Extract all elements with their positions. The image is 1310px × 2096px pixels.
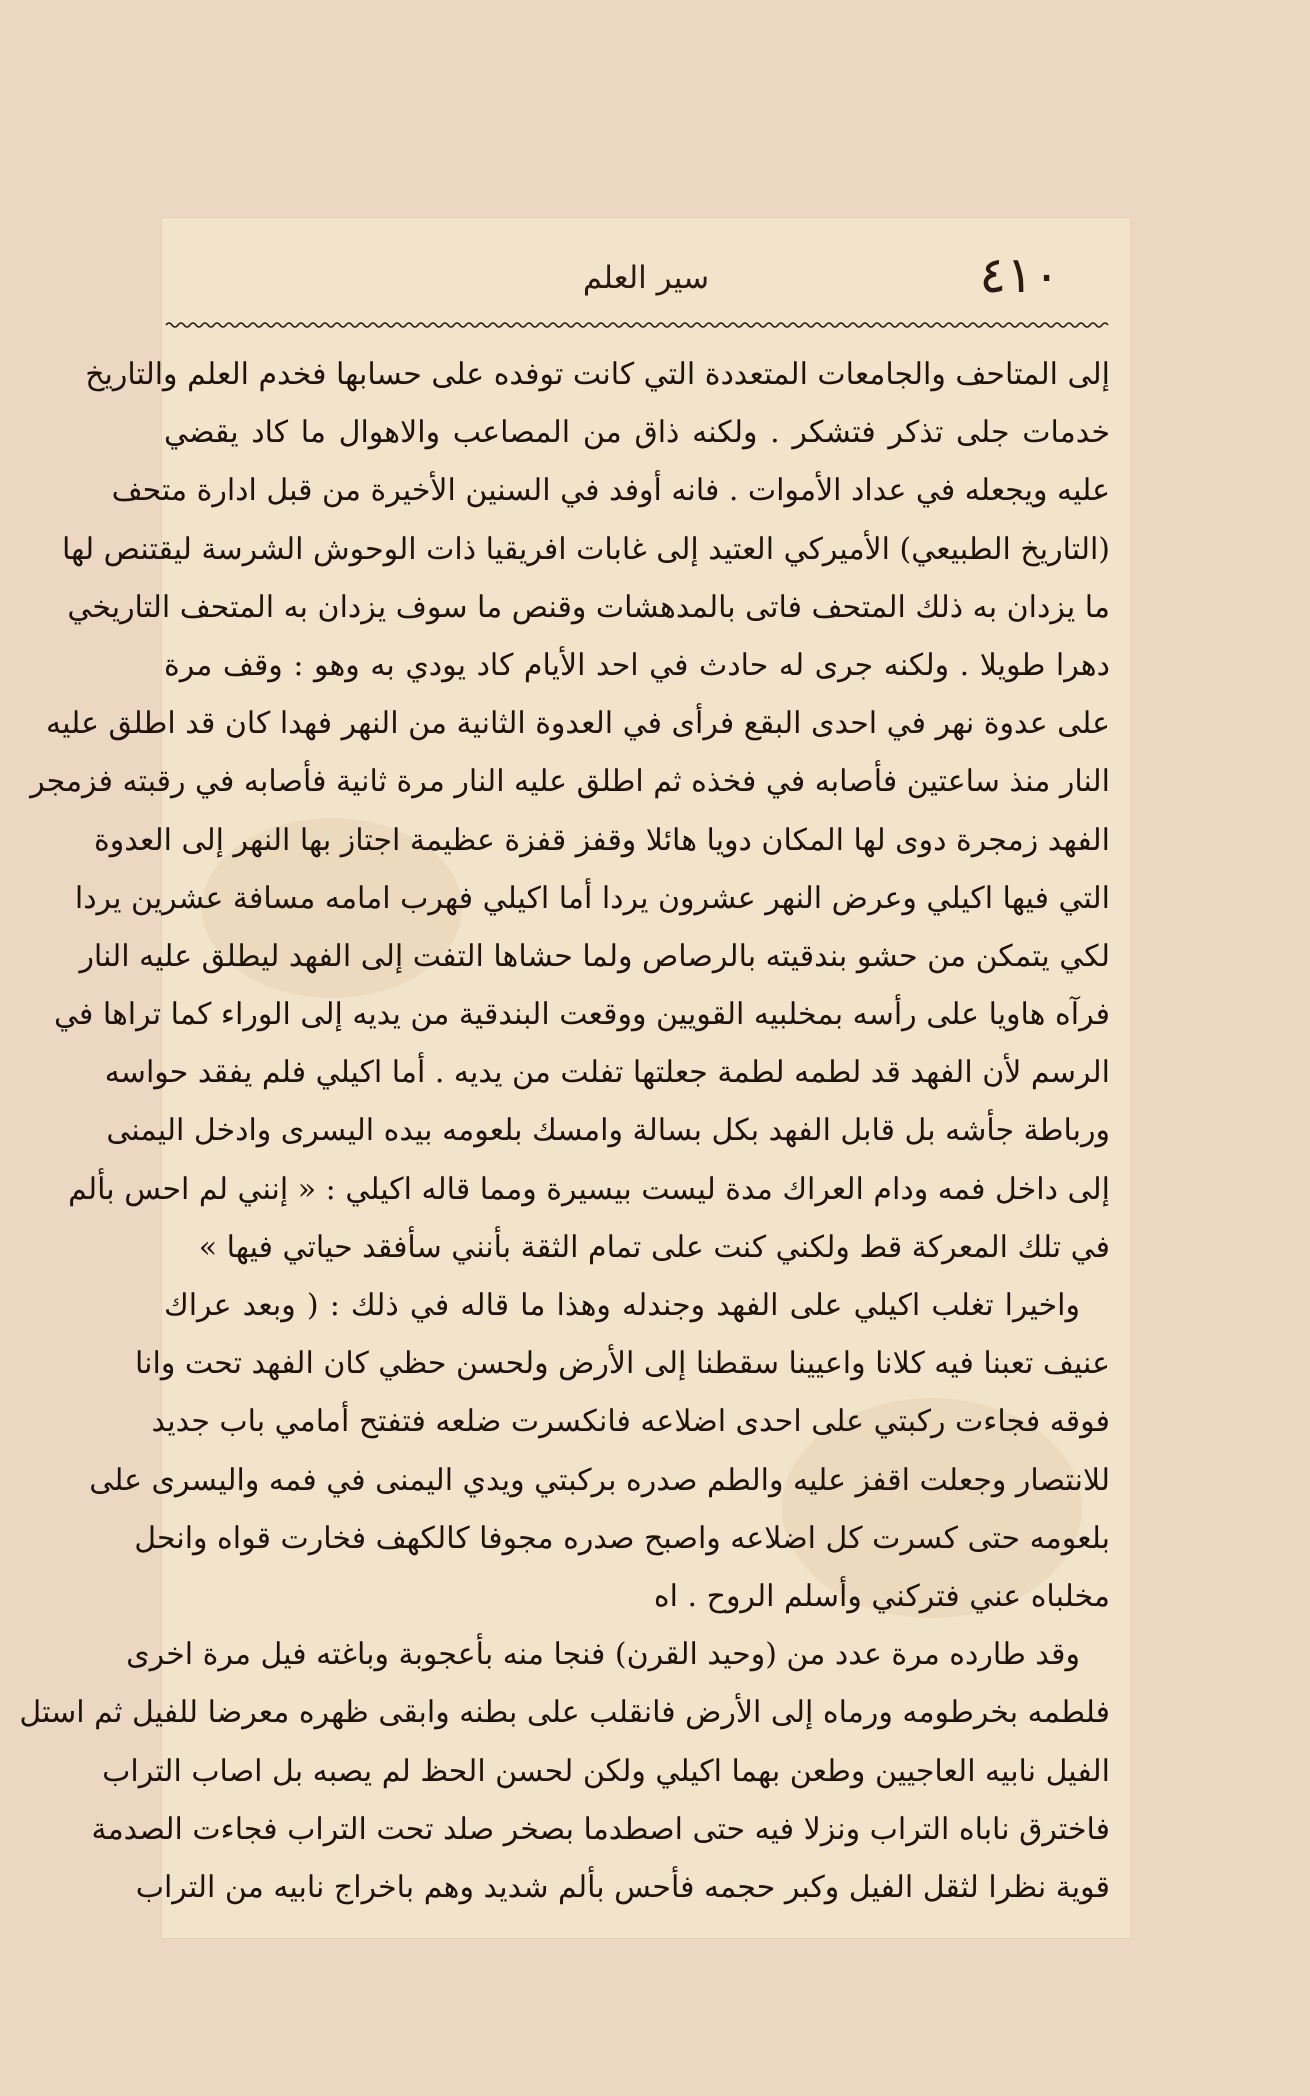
text-line: الرسم لأن الفهد قد لطمه لطمة جعلتها تفلت من يديه . أما اكيلي فلم يفقد حواسه [104,1055,1110,1091]
text-line: بلعومه حتى كسرت كل اضلاعه واصبح صدره مجوفا كالكهف فخارت قواه وانحل [134,1520,1110,1556]
text-line: مخلباه عني فتركني وأسلم الروح . اه [653,1578,1110,1614]
text-line: وقد طارده مرة عدد من (وحيد القرن) فنجا منه بأعجوبة وباغته فيل مرة اخرى [126,1637,1080,1673]
text-line: فوقه فجاءت ركبتي على احدى اضلاعه فانكسرت ضلعه فتفتح أمامي باب جديد [151,1404,1110,1440]
text-line: لكي يتمكن من حشو بندقيته بالرصاص ولما حشاها التفت إلى الفهد ليطلق عليه النار [79,938,1110,974]
text-line: قوية نظرا لثقل الفيل وكبر حجمه فأحس بألم شديد وهم باخراج نابيه من التراب [135,1869,1110,1905]
text-line: التي فيها اكيلي وعرض النهر عشرون يردا أما اكيلي فهرب امامه مسافة عشرين يردا [74,880,1110,916]
text-line: واخيرا تغلب اكيلي على الفهد وجندله وهذا ما قاله في ذلك : ( وبعد عراك [164,1288,1080,1323]
book-page [19,218,1130,1938]
text-line: إلى المتاحف والجامعات المتعددة التي كانت توفده على حسابها فخدم العلم والتاريخ [85,357,1110,392]
text-line: ما يزدان به ذلك المتحف فاتى بالمدهشات وقنص ما سوف يزدان به المتحف التاريخي [67,589,1110,625]
text-line: الفهد زمجرة دوى لها المكان دويا هائلا وقفز قفزة عظيمة اجتاز بها النهر إلى العدوة [94,822,1110,858]
text-line: خدمات جلى تذكر فتشكر . ولكنه ذاق من المصاعب والاهوال ما كاد يقضي [164,415,1110,451]
text-line: عنيف تعبنا فيه كلانا واعيينا سقطنا إلى الأرض ولحسن حظي كان الفهد تحت وانا [135,1346,1110,1382]
text-line: الفيل نابيه العاجيين وطعن بهما اكيلي ولكن لحسن الحظ لم يصبه بل اصاب التراب [102,1753,1110,1789]
text-line: للانتصار وجعلت اقفز عليه والطم صدره بركبتي ويدي اليمنى في فمه واليسرى على [89,1462,1110,1498]
text-line: ورباطة جأشه بل قابل الفهد بكل بسالة وامسك بلعومه بيده اليسرى وادخل اليمنى [106,1113,1110,1149]
header-wavy-rule [166,320,1108,330]
running-title: سير العلم [582,260,710,296]
page-number: ٤١٠ [979,246,1060,304]
body-text [19,346,1110,1917]
text-line: فرآه هاويا على رأسه بمخلبيه القويين ووقعت البندقية من يديه إلى الوراء كما تراها في [53,997,1110,1033]
text-line: عليه ويجعله في عداد الأموات . فانه أوفد في السنين الأخيرة من قبل ادارة متحف [111,473,1110,509]
text-line: إلى داخل فمه ودام العراك مدة ليست بيسيرة ومما قاله اكيلي : « إنني لم احس بألم [68,1171,1110,1207]
text-line: على عدوة نهر في احدى البقع فرأى في العدوة الثانية من النهر فهدا كان قد اطلق عليه [46,706,1110,742]
text-line: في تلك المعركة قط ولكني كنت على تمام الثقة بأنني سأفقد حياتي فيها » [198,1229,1110,1265]
text-line: دهرا طويلا . ولكنه جرى له حادث في احد الأيام كاد يودي به وهو : وقف مرة [164,647,1110,683]
text-line: النار منذ ساعتين فأصابه في فخذه ثم اطلق عليه النار مرة ثانية فأصابه في رقبته فزمجر [30,764,1110,800]
text-line: فلطمه بخرطومه ورماه إلى الأرض فانقلب على بطنه وابقى ظهره معرضا للفيل ثم استل [19,1695,1110,1731]
text-line: (التاريخ الطبيعي) الأميركي العتيد إلى غابات افريقيا ذات الوحوش الشرسة ليقتنص لها [62,531,1110,567]
text-line: فاخترق ناباه التراب ونزلا فيه حتى اصطدما بصخر صلد تحت التراب فجاءت الصدمة [91,1811,1110,1847]
